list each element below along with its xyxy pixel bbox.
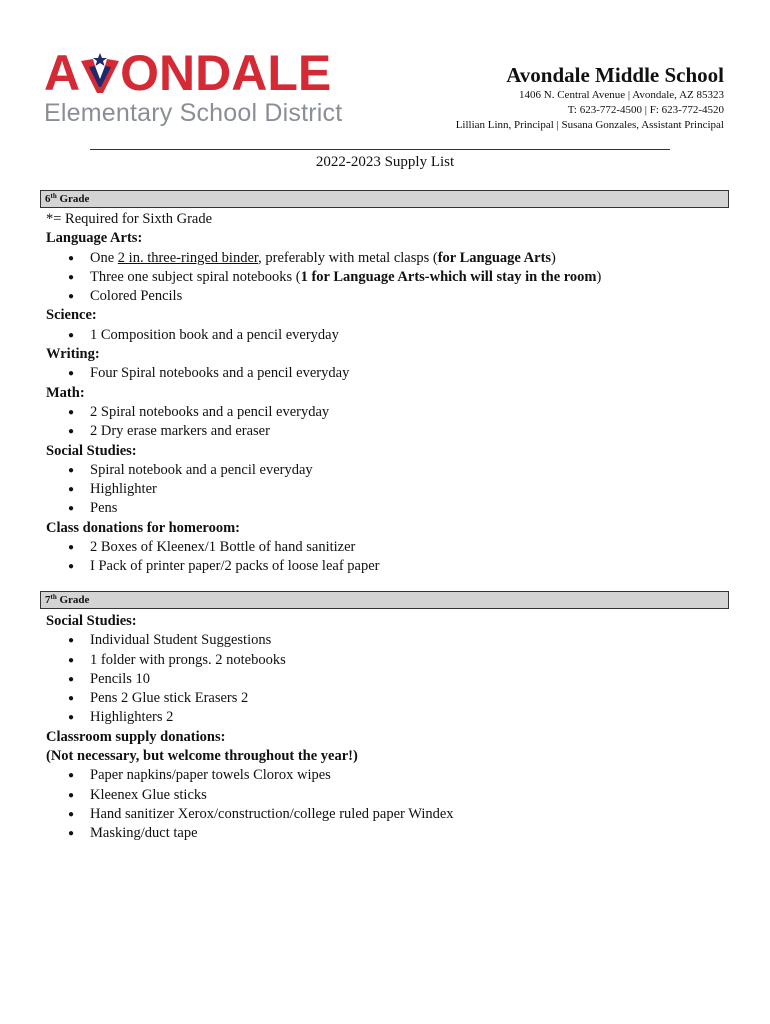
language-arts-heading: Language Arts: — [46, 230, 143, 247]
list-item: ● Hand sanitizer Xerox/construction/college ruled paper Windex — [46, 805, 454, 824]
logo-word-ondale: ONDALE — [120, 45, 332, 101]
grade-6-label: Grade — [59, 193, 90, 205]
list-item: ● Individual Student Suggestions — [46, 631, 454, 650]
district-logo — [44, 45, 366, 130]
logo-subtitle: Elementary School District — [44, 99, 343, 127]
list-item: ● 2 Spiral notebooks and a pencil everyday — [46, 403, 601, 422]
list-item: ● I Pack of printer paper/2 packs of loose leaf paper — [46, 557, 601, 576]
science-list — [46, 326, 601, 345]
item-bold-text: 1 for Language Arts-which will stay in the room — [300, 268, 597, 285]
list-item: ● Kleenex Glue sticks — [46, 786, 454, 805]
classroom-supply-list — [46, 766, 454, 843]
writing-heading: Writing: — [46, 346, 100, 363]
social-studies-list — [46, 631, 454, 727]
grade-7-label: Grade — [59, 594, 90, 606]
grade-7-section — [46, 612, 454, 844]
grade-7-bar — [40, 591, 729, 609]
writing-list — [46, 364, 601, 383]
star-wings-icon — [81, 53, 119, 93]
grade-7-suffix: th — [50, 593, 57, 601]
item-text: , preferably with metal clasps ( — [258, 249, 438, 266]
list-item: ● Pens 2 Glue stick Erasers 2 — [46, 689, 454, 708]
item-text: ) — [596, 268, 602, 285]
grade-7-number: 7 — [45, 594, 51, 606]
school-name: Avondale Middle School — [506, 63, 724, 87]
list-item: ● 2 Boxes of Kleenex/1 Bottle of hand sanitizer — [46, 538, 601, 557]
list-item — [46, 249, 601, 268]
list-item: ● Highlighters 2 — [46, 708, 454, 727]
grade-6-bar — [40, 190, 729, 208]
school-info — [456, 62, 724, 133]
science-heading: Science: — [46, 307, 97, 324]
item-text: ) — [551, 249, 556, 266]
list-item: ● 1 folder with prongs. 2 notebooks — [46, 651, 454, 670]
social-studies-heading: Social Studies: — [46, 613, 137, 629]
class-donations-list — [46, 538, 601, 577]
required-note: *= Required for Sixth Grade — [46, 211, 213, 227]
social-studies-heading: Social Studies: — [46, 442, 137, 459]
class-donations-heading: Class donations for homeroom: — [46, 519, 241, 536]
school-address: 1406 N. Central Avenue | Avondale, AZ 85323 — [519, 89, 724, 101]
list-item: ● Pens — [46, 499, 601, 518]
school-staff: Lillian Linn, Principal | Susana Gonzales, Assistant Principal — [455, 119, 724, 131]
list-item: ● 1 Composition book and a pencil everyday — [46, 326, 601, 345]
list-item: ● Colored Pencils — [46, 287, 601, 306]
list-item — [46, 268, 601, 287]
list-item: ● 2 Dry erase markers and eraser — [46, 422, 601, 441]
list-item: ● Pencils 10 — [46, 670, 454, 689]
math-list — [46, 403, 601, 442]
classroom-supply-heading: Classroom supply donations: — [46, 728, 226, 745]
language-arts-list — [46, 249, 601, 307]
school-phone: T: 623-772-4500 | F: 623-772-4520 — [567, 104, 724, 116]
math-heading: Math: — [46, 384, 85, 401]
binder-text: 2 in. three-ringed binder — [117, 249, 259, 266]
list-item: ● Four Spiral notebooks and a pencil everyday — [46, 364, 601, 383]
list-item: ● Highlighter — [46, 480, 601, 499]
header-divider — [90, 149, 670, 150]
list-item: ● Masking/duct tape — [46, 824, 454, 843]
item-bold-text: for Language Arts — [437, 249, 552, 266]
list-item: ● Paper napkins/paper towels Clorox wipes — [46, 766, 454, 785]
item-text: One — [90, 249, 118, 266]
classroom-supply-subheading: (Not necessary, but welcome throughout the year!) — [46, 748, 358, 765]
logo-letter-a: A — [44, 45, 81, 101]
grade-6-section — [46, 210, 601, 577]
list-item: ● Spiral notebook and a pencil everyday — [46, 461, 601, 480]
grade-6-number: 6 — [45, 193, 51, 205]
item-text: Three one subject spiral notebooks ( — [90, 268, 301, 285]
grade-6-suffix: th — [50, 192, 57, 200]
social-studies-list — [46, 461, 601, 519]
supply-list-title: 2022-2023 Supply List — [315, 154, 455, 170]
